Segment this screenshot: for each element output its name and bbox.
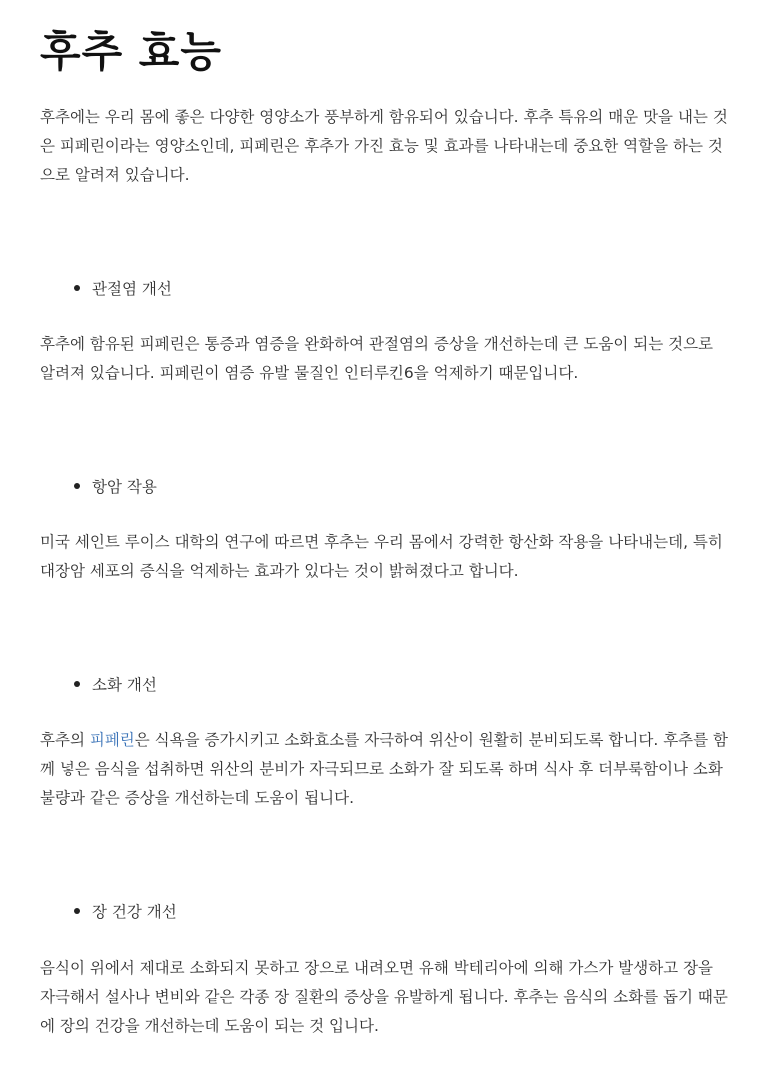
- bullet-dot-icon: [74, 908, 80, 914]
- section-heading-arthritis: 관절염 개선: [92, 280, 172, 298]
- section-body-arthritis: 후추에 함유된 피페린은 통증과 염증을 완화하여 관절염의 증상을 개선하는데 큰 도움이 되는 것으로 알려져 있습니다. 피페린이 염증 유발 물질인 인터루킨6을 억제하기 때문입니다.: [40, 335, 714, 382]
- bullet-anticancer: [74, 474, 157, 500]
- bullet-dot-icon: [74, 483, 80, 489]
- section-heading-gut-health: 장 건강 개선: [92, 903, 177, 921]
- piperine-link[interactable]: 피페린: [89, 731, 135, 749]
- section-body-anticancer: 미국 세인트 루이스 대학의 연구에 따르면 후추는 우리 몸에서 강력한 항산화 작용을 나타내는데, 특히 대장암 세포의 증식을 억제하는 효과가 있다는 것이 밝혀졌다고 합니다.: [40, 533, 723, 580]
- section-heading-digestion: 소화 개선: [92, 676, 157, 694]
- bullet-arthritis: [74, 276, 172, 302]
- bullet-dot-icon: [74, 681, 80, 687]
- digestion-body-rest: 은 식욕을 증가시키고 소화효소를 자극하여 위산이 원활히 분비되도록 합니다. 후추를 함께 넣은 음식을 섭취하면 위산의 분비가 자극되므로 소화가 잘 되도록 하며 식사 후 더부룩함이나 소화불량과 같은 증상을 개선하는데 도움이 됩니다.: [40, 731, 729, 807]
- section-body-digestion: [40, 726, 730, 813]
- intro-paragraph: 후추에는 우리 몸에 좋은 다양한 영양소가 풍부하게 함유되어 있습니다. 후추 특유의 매운 맛을 내는 것은 피페린이라는 영양소인데, 피페린은 후추가 가진 효능 및 효과를 나타내는데 중요한 역할을 하는 것으로 알려져 있습니다.: [40, 108, 728, 184]
- bullet-digestion: [74, 672, 157, 698]
- section-body-gut-health: 음식이 위에서 제대로 소화되지 못하고 장으로 내려오면 유해 박테리아에 의해 가스가 발생하고 장을 자극해서 설사나 변비와 같은 각종 장 질환의 증상을 유발하게 됩니다. 후추는 음식의 소화를 돕기 때문에 장의 건강을 개선하는데 도움이 되는 것 입니다.: [40, 959, 728, 1035]
- digestion-body-prefix: 후추의: [40, 731, 90, 749]
- page-title: 후추 효능: [40, 27, 222, 76]
- bullet-gut-health: [74, 899, 177, 925]
- bullet-dot-icon: [74, 285, 80, 291]
- section-heading-anticancer: 항암 작용: [92, 478, 157, 496]
